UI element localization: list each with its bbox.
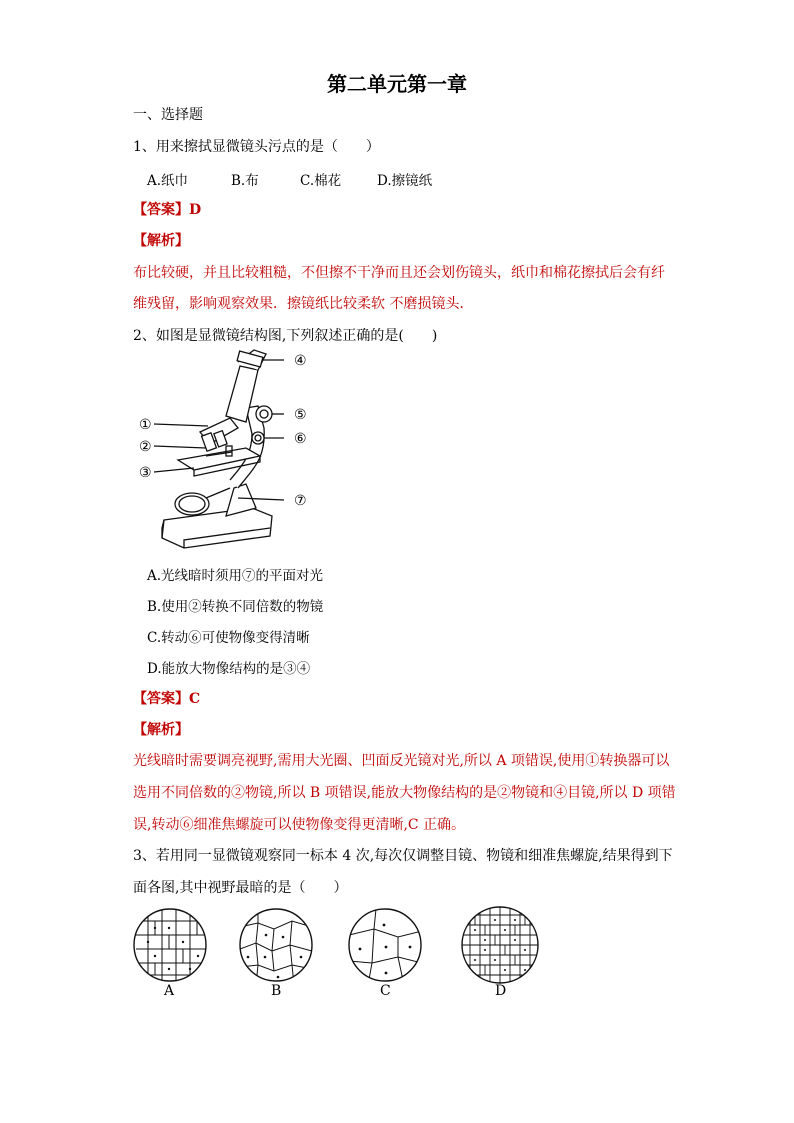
question-3-stem-line-1: 3、若用同一显微镜观察同一标本 4 次,每次仅调整目镜、物镜和细准焦螺旋,结果得到下 (133, 848, 673, 864)
fig-label-4: ④ (294, 353, 307, 369)
fig-label-3: ③ (139, 465, 152, 481)
section-heading: 一、选择题 (133, 107, 203, 123)
view-a-label: A (164, 983, 175, 999)
q2-analysis-line-1: 光线暗时需要调亮视野,需用大光圈、凹面反光镜对光,所以 A 项错误,使用①转换器可以 (133, 753, 670, 769)
q2-analysis-line-3: 误,转动⑥细准焦螺旋可以使物像变得更清晰,C 正确。 (133, 817, 466, 833)
fig-label-6: ⑥ (294, 431, 307, 447)
view-b-cells (240, 909, 312, 985)
q1-analysis-line-1: 布比较硬，并且比较粗糙，不但擦不干净而且还会划伤镜头，纸巾和棉花擦拭后会有纤 (133, 265, 665, 281)
q1-option-b: B.布 (231, 173, 259, 189)
question-2-stem: 2、如图是显微镜结构图,下列叙述正确的是( ) (133, 328, 438, 344)
q2-option-d: D.能放大物像结构的是③④ (147, 661, 311, 677)
q2-analysis-line-2: 选用不同倍数的②物镜,所以 B 项错误,能放大物像结构的是②物镜和④目镜,所以 D 项错 (133, 785, 676, 801)
q1-analysis-line-2: 维残留，影响观察效果．擦镜纸比较柔软 不磨损镜头． (133, 296, 474, 312)
page-title: 第二单元第一章 (327, 72, 467, 96)
q2-analysis-label: 【解析】 (133, 722, 189, 738)
q2-option-c: C.转动⑥可使物像变得清晰 (147, 630, 310, 646)
field-of-view-figures (128, 905, 548, 1000)
view-b-label: B (271, 983, 282, 999)
microscope-figure (134, 348, 324, 554)
q1-analysis-label: 【解析】 (133, 233, 189, 249)
view-c-label: C (380, 983, 391, 999)
view-d-label: D (495, 983, 507, 999)
view-a-circle (134, 909, 206, 981)
view-c-circle (349, 909, 421, 981)
question-1-stem: 1、用来擦拭显微镜头污点的是（ ） (133, 139, 380, 155)
q1-option-d: D.擦镜纸 (377, 173, 433, 189)
q1-option-c: C.棉花 (300, 173, 342, 189)
q2-option-b: B.使用②转换不同倍数的物镜 (147, 599, 324, 615)
fig-label-2: ② (139, 439, 152, 455)
fig-label-1: ① (139, 417, 152, 433)
q2-option-a: A.光线暗时须用⑦的平面对光 (147, 568, 324, 584)
fig-label-5: ⑤ (294, 407, 307, 423)
fig-label-7: ⑦ (294, 493, 307, 509)
q1-option-a: A.纸巾 (147, 173, 189, 189)
q1-answer: 【答案】D (133, 202, 202, 218)
question-3-stem-line-2: 面各图,其中视野最暗的是（ ） (133, 880, 348, 896)
q2-answer: 【答案】C (133, 691, 201, 707)
